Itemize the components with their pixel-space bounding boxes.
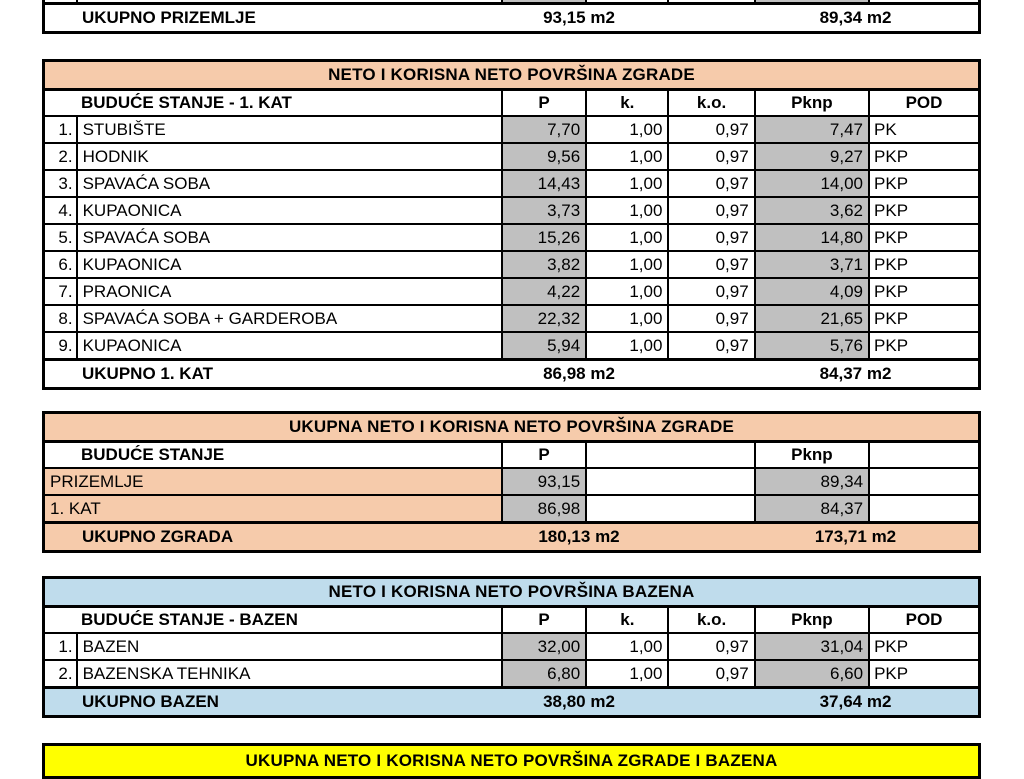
- cell-name: BAZEN: [77, 633, 502, 660]
- cell-pod: PKP: [869, 332, 979, 360]
- ground-floor-summary-table: [42, 0, 981, 34]
- cell-ko: 0,97: [668, 332, 754, 360]
- cell-ko: 0,97: [668, 224, 754, 251]
- cell-p: 4,22: [502, 278, 586, 305]
- cell-k: 1,00: [586, 305, 668, 332]
- table-row: [44, 305, 980, 332]
- cell-name: SPAVAĆA SOBA + GARDEROBA: [77, 305, 502, 332]
- cell-k: 1,00: [586, 116, 668, 143]
- table-title: NETO I KORISNA NETO POVRŠINA BAZENA: [44, 578, 980, 607]
- cell-num: 7.: [44, 278, 77, 305]
- cell-ko: 0,97: [668, 660, 754, 688]
- cell-pod: PK: [869, 116, 979, 143]
- table-title: NETO I KORISNA NETO POVRŠINA ZGRADE: [44, 61, 980, 90]
- cell-p: 9,56: [502, 143, 586, 170]
- column-header-k: k.: [586, 90, 668, 117]
- cell-num: 9.: [44, 332, 77, 360]
- cell-k: 1,00: [586, 170, 668, 197]
- cell-pknp: 31,04: [755, 633, 869, 660]
- floor1-title-row: [44, 61, 980, 90]
- building-total-table: [42, 411, 981, 553]
- cell-name: BAZENSKA TEHNIKA: [77, 660, 502, 688]
- column-header-ko: k.o.: [668, 607, 754, 634]
- pool-total-row: [44, 688, 980, 717]
- cell-name: KUPAONICA: [77, 332, 502, 360]
- column-header-p: P: [502, 607, 586, 634]
- cell-pod: PKP: [869, 143, 979, 170]
- total-usable-area: 173,71 m2: [814, 527, 897, 546]
- column-header-pod: POD: [869, 607, 979, 634]
- cell-k: 1,00: [586, 332, 668, 360]
- cell-num: 1.: [44, 116, 77, 143]
- cell-p: 86,98: [502, 495, 586, 523]
- cell-empty: [586, 468, 755, 495]
- cell-pod: PKP: [869, 633, 979, 660]
- cell-name: STUBIŠTE: [77, 116, 502, 143]
- building-header-row: [44, 442, 980, 469]
- cell-ko: 0,97: [668, 197, 754, 224]
- column-header-p: P: [502, 90, 586, 117]
- cell-pknp: 7,47: [755, 116, 869, 143]
- cell-pknp: 3,62: [755, 197, 869, 224]
- cell-num: 5.: [44, 224, 77, 251]
- table-row: [44, 660, 980, 688]
- column-header-pknp: Pknp: [755, 90, 869, 117]
- column-header-pknp: Pknp: [755, 607, 869, 634]
- cell-ko: 0,97: [668, 305, 754, 332]
- table-row: [44, 224, 980, 251]
- cell-p: 6,80: [502, 660, 586, 688]
- cell-p: 32,00: [502, 633, 586, 660]
- total-usable-area: 89,34 m2: [819, 8, 892, 27]
- cell-ko: 0,97: [668, 116, 754, 143]
- column-header-label: BUDUĆE STANJE - 1. KAT: [44, 90, 502, 117]
- cell-pknp: 5,76: [755, 332, 869, 360]
- cell-p: 14,43: [502, 170, 586, 197]
- cell-pknp: 14,80: [755, 224, 869, 251]
- cell-pod: PKP: [869, 278, 979, 305]
- cell-k: 1,00: [586, 197, 668, 224]
- column-header-empty: [869, 442, 979, 469]
- total-area: 93,15 m2: [543, 8, 615, 27]
- ground-floor-table-clipped: [42, 0, 984, 36]
- cell-p: 22,32: [502, 305, 586, 332]
- cell-pknp: 3,71: [755, 251, 869, 278]
- pool-table: [42, 576, 981, 718]
- column-header-label: BUDUĆE STANJE - BAZEN: [44, 607, 502, 634]
- cell-pod: PKP: [869, 224, 979, 251]
- cell-p: 93,15: [502, 468, 586, 495]
- table-row: [44, 197, 980, 224]
- cell-name: SPAVAĆA SOBA: [77, 224, 502, 251]
- cell-p: 15,26: [502, 224, 586, 251]
- column-header-label: BUDUĆE STANJE: [44, 442, 502, 469]
- cell-empty: [586, 495, 755, 523]
- cell-pknp: 14,00: [755, 170, 869, 197]
- column-header-ko: k.o.: [668, 90, 754, 117]
- cell-pknp: 9,27: [755, 143, 869, 170]
- table-row: [44, 495, 980, 523]
- cell-k: 1,00: [586, 278, 668, 305]
- cell-ko: 0,97: [668, 143, 754, 170]
- cell-num: 8.: [44, 305, 77, 332]
- cell-pknp: 84,37: [755, 495, 869, 523]
- cell-k: 1,00: [586, 224, 668, 251]
- pool-header-row: [44, 607, 980, 634]
- total-label: UKUPNO BAZEN: [82, 692, 219, 711]
- cell-pod: PKP: [869, 251, 979, 278]
- cell-p: 3,73: [502, 197, 586, 224]
- total-area: 180,13 m2: [538, 527, 620, 546]
- column-header-p: P: [502, 442, 586, 469]
- column-header-pknp: Pknp: [755, 442, 869, 469]
- building-grand-row: [44, 523, 980, 552]
- cell-p: 7,70: [502, 116, 586, 143]
- total-label: UKUPNO ZGRADA: [82, 527, 234, 546]
- cell-ko: 0,97: [668, 278, 754, 305]
- cell-num: 4.: [44, 197, 77, 224]
- total-label: UKUPNO 1. KAT: [82, 364, 213, 383]
- cell-num: 1.: [44, 633, 77, 660]
- table-row: [44, 143, 980, 170]
- cell-pknp: 89,34: [755, 468, 869, 495]
- cell-name: 1. KAT: [44, 495, 502, 523]
- table-row: [44, 278, 980, 305]
- table-row: [44, 332, 980, 360]
- table-row: [44, 633, 980, 660]
- ground-floor-total-row: [44, 4, 980, 33]
- grand-total-bar: [42, 743, 981, 779]
- cell-k: 1,00: [586, 633, 668, 660]
- cell-ko: 0,97: [668, 633, 754, 660]
- cell-name: HODNIK: [77, 143, 502, 170]
- cell-name: KUPAONICA: [77, 197, 502, 224]
- column-header-k: k.: [586, 607, 668, 634]
- cell-pod: PKP: [869, 660, 979, 688]
- cell-empty: [869, 468, 979, 495]
- floor1-header-row: [44, 90, 980, 117]
- cell-k: 1,00: [586, 143, 668, 170]
- cell-name: KUPAONICA: [77, 251, 502, 278]
- cell-pknp: 6,60: [755, 660, 869, 688]
- cell-num: 2.: [44, 143, 77, 170]
- table-row: [44, 251, 980, 278]
- pool-title-row: [44, 578, 980, 607]
- cell-name: PRIZEMLJE: [44, 468, 502, 495]
- cell-num: 3.: [44, 170, 77, 197]
- cell-ko: 0,97: [668, 251, 754, 278]
- total-area: 38,80 m2: [543, 692, 615, 711]
- cell-num: 2.: [44, 660, 77, 688]
- floor1-table: [42, 59, 981, 390]
- floor1-total-row: [44, 360, 980, 389]
- table-title: UKUPNA NETO I KORISNA NETO POVRŠINA ZGRADE: [44, 413, 980, 442]
- cell-ko: 0,97: [668, 170, 754, 197]
- column-header-pod: POD: [869, 90, 979, 117]
- table-row: [44, 116, 980, 143]
- cell-pod: PKP: [869, 170, 979, 197]
- cell-name: PRAONICA: [77, 278, 502, 305]
- cell-p: 5,94: [502, 332, 586, 360]
- table-row: [44, 468, 980, 495]
- cell-num: 6.: [44, 251, 77, 278]
- total-usable-area: 84,37 m2: [819, 364, 892, 383]
- cell-empty: [869, 495, 979, 523]
- grand-total-title: UKUPNA NETO I KORISNA NETO POVRŠINA ZGRADE I BAZENA: [245, 751, 778, 770]
- cell-k: 1,00: [586, 660, 668, 688]
- cell-pknp: 21,65: [755, 305, 869, 332]
- total-usable-area: 37,64 m2: [819, 692, 892, 711]
- cell-p: 3,82: [502, 251, 586, 278]
- cell-pod: PKP: [869, 197, 979, 224]
- total-label: UKUPNO PRIZEMLJE: [82, 8, 256, 27]
- building-title-row: [44, 413, 980, 442]
- total-area: 86,98 m2: [543, 364, 615, 383]
- column-header-empty: [586, 442, 755, 469]
- cell-pod: PKP: [869, 305, 979, 332]
- cell-pknp: 4,09: [755, 278, 869, 305]
- cell-k: 1,00: [586, 251, 668, 278]
- cell-name: SPAVAĆA SOBA: [77, 170, 502, 197]
- table-row: [44, 170, 980, 197]
